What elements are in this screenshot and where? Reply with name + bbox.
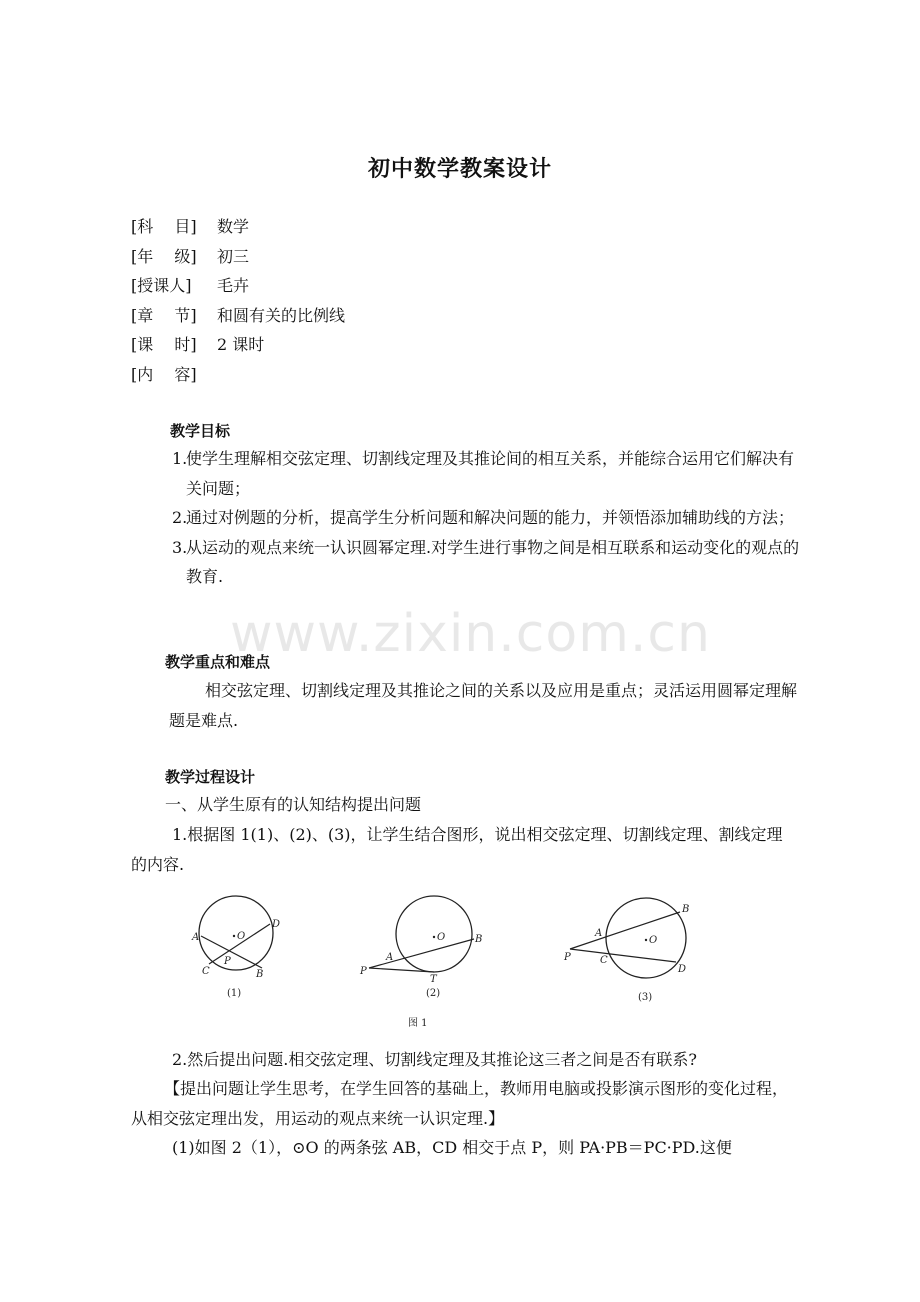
figure-1-sub-1: [191, 896, 280, 999]
label-o: O: [237, 931, 246, 942]
figure-sub-caption-2: (2): [426, 988, 441, 999]
label-p: P: [360, 966, 367, 977]
figure-caption: 图 1: [408, 1018, 428, 1029]
meta-value: 2 课时: [217, 335, 265, 354]
goals-list: [172, 444, 804, 592]
label-p: P: [564, 952, 571, 963]
goal-item: [172, 533, 804, 592]
process-p2: 2.然后提出问题.相交弦定理、切割线定理及其推论这三者之间是否有联系?: [172, 1050, 697, 1069]
process-p3: 【提出问题让学生思考，在学生回答的基础上，教师用电脑或投影演示图形的变化过程，从相交弦定理出发，用运动的观点来统一认识定理.】: [131, 1079, 789, 1128]
label-b: B: [682, 904, 690, 915]
process-p1: 1.根据图 1(1)、(2)、(3)，让学生结合图形，说出相交弦定理、切割线定理、割线定理的内容.: [131, 825, 783, 874]
circle-1: [199, 896, 273, 970]
meta-value: 数学: [217, 217, 250, 236]
meta-key: [授课人]: [131, 276, 192, 295]
label-p: P: [224, 956, 231, 967]
label-o: O: [649, 935, 658, 946]
label-o: O: [437, 932, 446, 943]
label-b: B: [256, 969, 264, 980]
label-d: D: [678, 964, 687, 975]
meta-row: [131, 271, 345, 301]
label-d: D: [272, 919, 281, 930]
keypoints-heading: 教学重点和难点: [165, 653, 271, 671]
meta-key: [内 容]: [131, 364, 197, 384]
meta-row: [131, 212, 345, 242]
figure-sub-caption-1: (1): [227, 988, 242, 999]
watermark: www.zixin.com.cn: [230, 604, 711, 664]
goal-number: 2.: [172, 508, 188, 527]
label-c: C: [202, 966, 210, 977]
meta-key: [年 级]: [131, 246, 197, 266]
figure-1-sub-2: [359, 896, 482, 999]
circle-2: [396, 896, 472, 972]
goal-text: 使学生理解相交弦定理、切割线定理及其推论间的相互关系，并能综合运用它们解决有关问题；: [186, 449, 795, 498]
label-b: B: [475, 934, 483, 945]
tangent-pt: [369, 968, 434, 972]
meta-key: [课 时]: [131, 335, 197, 354]
meta-row: [131, 242, 345, 272]
label-a: A: [595, 928, 603, 939]
figure-sub-caption-3: (3): [638, 992, 653, 1003]
meta-key: [章 节]: [131, 305, 197, 325]
goal-number: 3.: [172, 537, 188, 557]
meta-row: [131, 360, 345, 390]
figure-1-sub-3: [563, 898, 689, 1003]
secant-pcd: [570, 949, 676, 962]
goal-number: 1.: [172, 449, 188, 468]
meta-row: [131, 301, 345, 331]
meta-block: [131, 212, 345, 389]
center-dot: [433, 936, 435, 938]
meta-value: 初三: [217, 246, 250, 266]
goal-item: [172, 503, 804, 533]
figure-1: [172, 882, 712, 1032]
center-dot: [233, 935, 235, 937]
page-title: 初中数学教案设计: [367, 157, 552, 182]
center-dot: [645, 939, 647, 941]
circle-3: [606, 898, 686, 978]
label-a: A: [386, 952, 394, 963]
meta-key: [科 目]: [131, 217, 197, 236]
chord-cd: [209, 924, 270, 964]
label-t: T: [430, 974, 437, 985]
goals-heading: 教学目标: [170, 422, 231, 440]
meta-value: 和圆有关的比例线: [217, 305, 346, 325]
meta-row: [131, 330, 345, 360]
meta-value: 毛卉: [217, 276, 250, 295]
process-p4: (1)如图 2（1），⊙O 的两条弦 AB，CD 相交于点 P，则 PA·PB＝PC·PD.这便: [172, 1138, 732, 1157]
goal-text: 从运动的观点来统一认识圆幂定理.对学生进行事物之间是相互联系和运动变化的观点的教育.: [186, 537, 800, 586]
process-heading: 教学过程设计: [165, 768, 256, 786]
keypoints-text: 相交弦定理、切割线定理及其推论之间的关系以及应用是重点；灵活运用圆幂定理解题是难点.: [169, 681, 798, 730]
label-c: C: [600, 955, 608, 966]
goal-text: 通过对例题的分析，提高学生分析问题和解决问题的能力，并领悟添加辅助线的方法；: [186, 508, 795, 527]
goal-item: [172, 444, 804, 503]
process-section-1: 一、从学生原有的认知结构提出问题: [165, 795, 422, 814]
secant-pab: [570, 912, 680, 949]
label-a: A: [192, 932, 200, 943]
